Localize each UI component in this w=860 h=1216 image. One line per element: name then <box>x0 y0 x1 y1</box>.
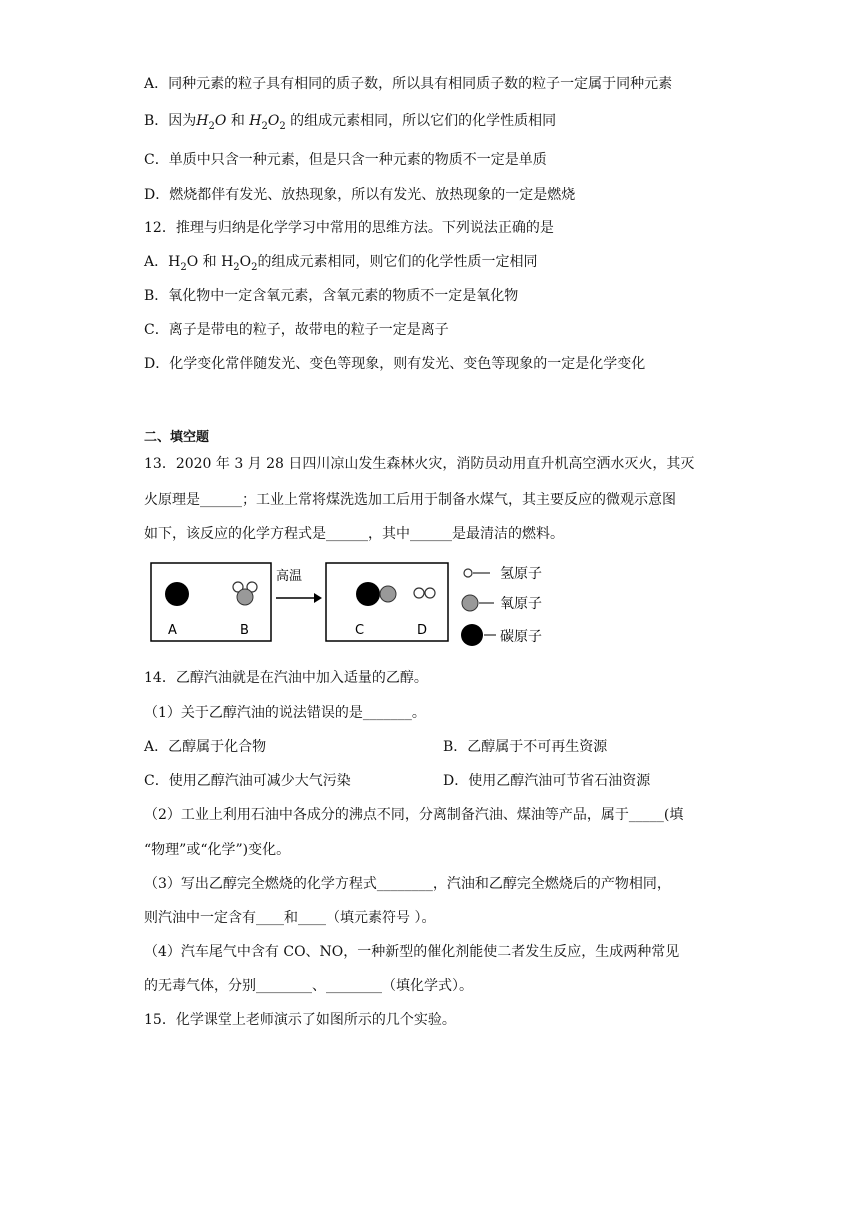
q14-option-a: A．乙醇属于化合物 <box>144 739 267 755</box>
q15-stem: 15．化学课堂上老师演示了如图所示的几个实验。 <box>144 1012 456 1028</box>
q12-option-c: C．离子是带电的粒子，故带电的粒子一定是离子 <box>144 322 449 338</box>
label-d: D <box>417 623 428 638</box>
q14-option-b: B．乙醇属于不可再生资源 <box>443 739 608 755</box>
legend-oxygen: 氧原子 <box>500 596 542 612</box>
formula-h: H <box>249 113 262 129</box>
arrow-head-icon <box>314 593 322 603</box>
q13-line-1: 13．2020 年 3 月 28 日四川凉山发生森林火灾，消防员动用直升机高空洒水灭火，其灭 <box>144 456 695 472</box>
subscript: 2 <box>251 261 258 273</box>
q13-line-3: 如下，该反应的化学方程式是______，其中______是最清洁的燃料。 <box>144 526 564 542</box>
q12-option-a <box>144 252 538 278</box>
subscript: 2 <box>208 120 215 132</box>
q14-part-2-line-1: （2）工业上利用石油中各成分的沸点不同，分离制备汽油、煤油等产品，属于_____(填 <box>144 807 684 823</box>
q14-part-3-line-1: （3）写出乙醇完全燃烧的化学方程式________，汽油和乙醇完全燃烧后的产物相同， <box>144 876 671 892</box>
legend-hydrogen-icon <box>464 569 472 577</box>
formula-o: O <box>214 113 227 129</box>
q14-options-row-2 <box>144 771 651 791</box>
q11-option-d: D．燃烧都伴有发光、放热现象，所以有发光、放热现象的一定是燃烧 <box>144 187 576 203</box>
q13-line-2: 火原理是______；工业上常将煤洗选加工后用于制备水煤气，其主要反应的微观示意图 <box>144 492 676 508</box>
q11-option-a: A．同种元素的粒子具有相同的质子数，所以具有相同质子数的粒子一定属于同种元素 <box>144 76 673 92</box>
reaction-condition: 高温 <box>276 569 303 584</box>
legend-carbon: 碳原子 <box>500 629 542 645</box>
q12-a-suffix: 的组成元素相同，则它们的化学性质一定相同 <box>257 254 538 270</box>
q11-b-and: 和 <box>226 113 250 129</box>
legend-hydrogen: 氢原子 <box>500 566 542 582</box>
q14-part-1: （1）关于乙醇汽油的说法错误的是_______。 <box>144 705 426 721</box>
q14-part-4-line-1: （4）汽车尾气中含有 CO、NO，一种新型的催化剂能使二者发生反应，生成两种常见 <box>144 944 680 960</box>
q12-option-b: B．氧化物中一定含氧元素，含氧元素的物质不一定是氧化物 <box>144 288 519 304</box>
label-b: B <box>240 623 249 638</box>
q14-stem: 14．乙醇汽油就是在汽油中加入适量的乙醇。 <box>144 670 428 686</box>
q14-options-row-1 <box>144 737 608 757</box>
section-title: 二、填空题 <box>144 430 210 445</box>
q11-option-c: C．单质中只含一种元素，但是只含一种元素的物质不一定是单质 <box>144 152 547 168</box>
oxygen-atom <box>237 589 253 605</box>
q12-option-d: D．化学变化常伴随发光、变色等现象，则有发光、变色等现象的一定是化学变化 <box>144 356 646 372</box>
formula-o: O <box>267 113 280 129</box>
subscript: 2 <box>233 261 240 273</box>
formula-h: H <box>196 113 209 129</box>
subscript: 2 <box>261 120 268 132</box>
q11-option-b <box>144 111 556 137</box>
label-c: C <box>355 623 365 638</box>
q12-stem: 12．推理与归纳是化学学习中常用的思维方法。下列说法正确的是 <box>144 220 554 236</box>
q11-b-suffix: 的组成元素相同，所以它们的化学性质相同 <box>285 113 557 129</box>
hydrogen-atom <box>425 588 435 598</box>
hydrogen-atom <box>414 588 424 598</box>
oxygen-atom <box>380 586 396 602</box>
q14-part-2-line-2: “物理”或“化学”)变化。 <box>144 842 291 858</box>
formula-o: O <box>239 254 252 270</box>
q12-a-prefix: A．H <box>144 254 181 270</box>
q12-a-mid: O 和 H <box>186 254 234 270</box>
carbon-atom <box>165 582 189 606</box>
subscript: 2 <box>279 120 286 132</box>
label-a: A <box>168 623 177 638</box>
reaction-diagram <box>150 562 560 652</box>
q14-option-d: D．使用乙醇汽油可节省石油资源 <box>443 773 651 789</box>
q14-option-c: C．使用乙醇汽油可减少大气污染 <box>144 773 351 789</box>
subscript: 2 <box>180 261 187 273</box>
carbon-atom <box>356 582 380 606</box>
q11-b-prefix: B．因为 <box>144 113 197 129</box>
legend-carbon-icon <box>461 624 483 646</box>
q14-part-3-line-2: 则汽油中一定含有____和____（填元素符号 ）。 <box>144 910 436 926</box>
legend-oxygen-icon <box>462 595 478 611</box>
q14-part-4-line-2: 的无毒气体，分别________、________（填化学式）。 <box>144 978 473 994</box>
